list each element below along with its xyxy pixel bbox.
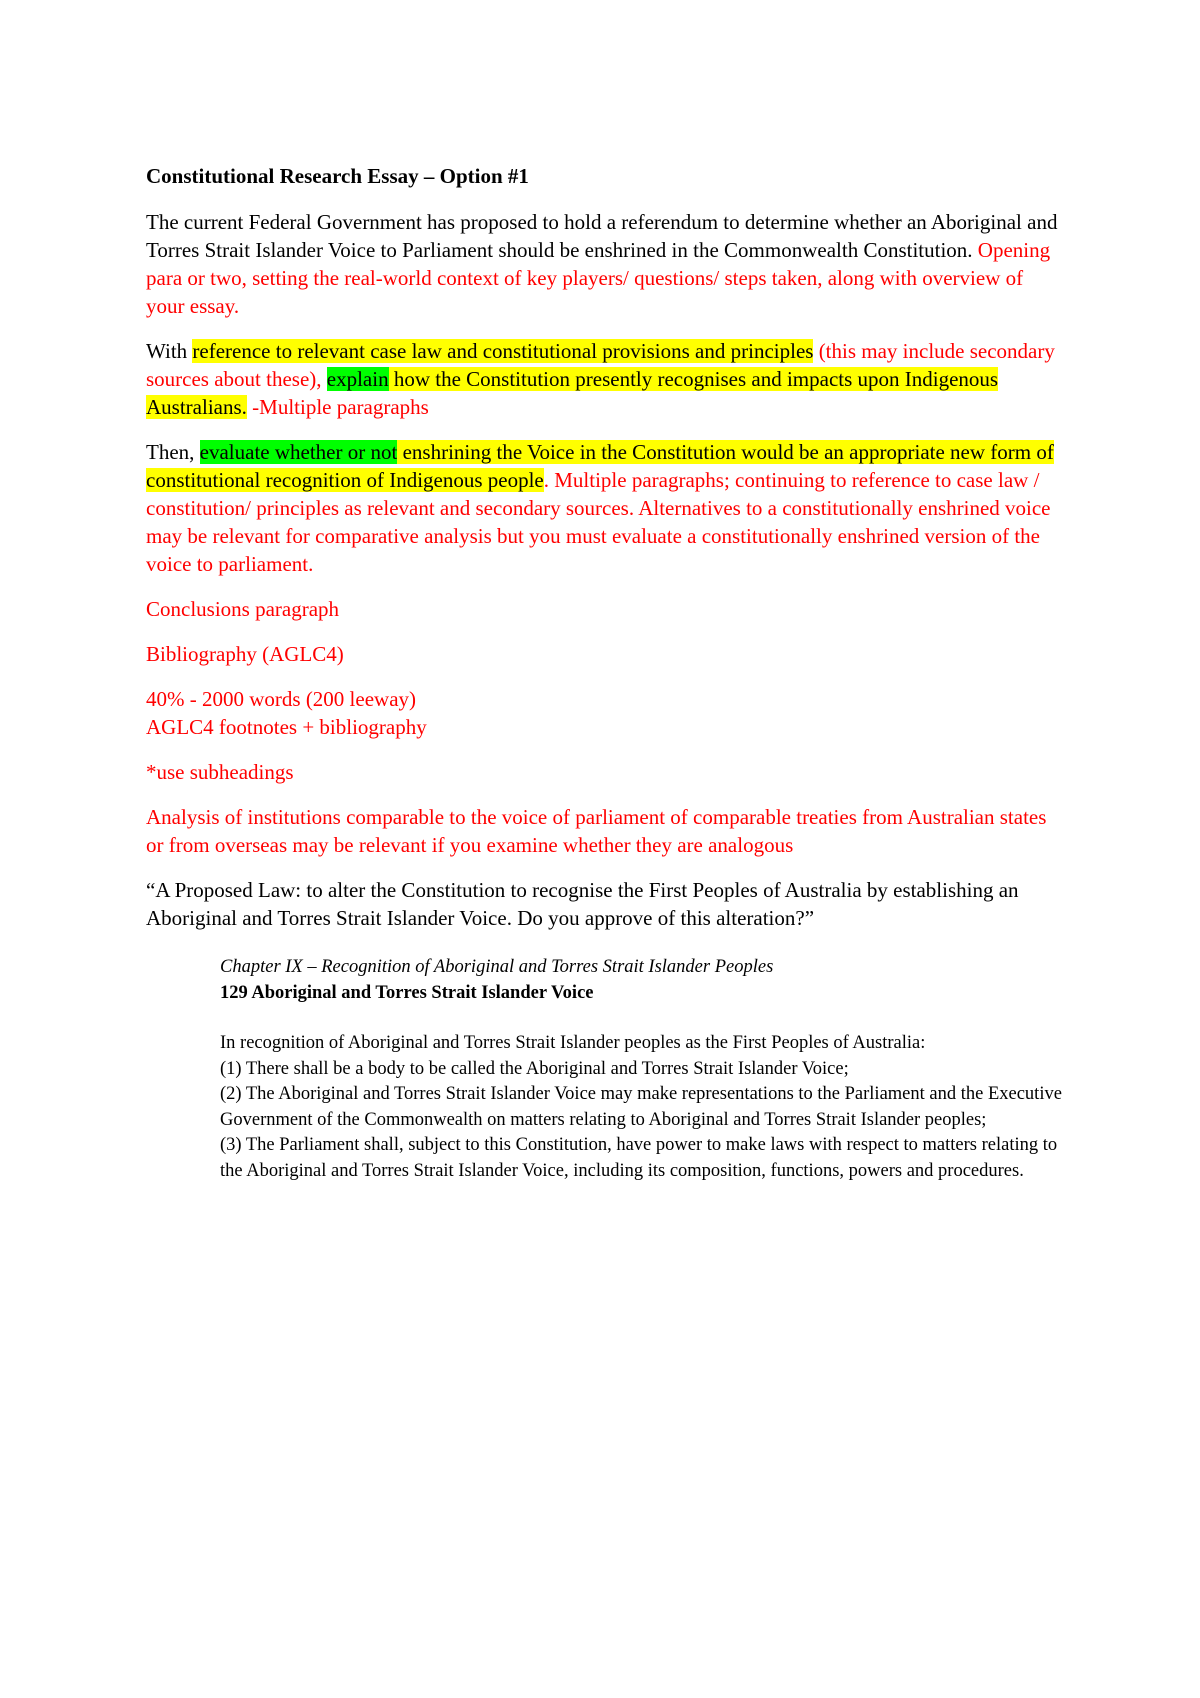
explain-instruction-1: (this may include secondary sources about these), [146, 339, 1055, 391]
analysis-note: Analysis of institutions comparable to the voice of parliament of comparable treaties from Australian states or from overseas may be relevant if you examine whether they are analogous [146, 805, 1047, 857]
evaluate-instruction: . Multiple paragraphs; continuing to reference to case law / constitution/ principles as relevant and secondary sources. Alternatives to a constitutionally enshrined voice may be relevant for comparative analysis but you must evaluate a constitutionally enshrined version of the voice to parliament. [146, 468, 1051, 576]
provision-item-1: (1) There shall be a body to be called the Aboriginal and Torres Strait Islander Voice; [220, 1058, 849, 1079]
document-title: Constitutional Research Essay – Option #1 [146, 164, 529, 188]
conclusions-note: Conclusions paragraph [146, 597, 340, 621]
intro-instruction: Opening para or two, setting the real-world context of key players/ questions/ steps taken, along with overview of your essay. [146, 238, 1051, 318]
explain-highlight-2: how the Constitution presently recognises and impacts upon Indigenous Australians. [146, 367, 999, 419]
explain-lead: With [146, 339, 193, 363]
evaluate-keyword: evaluate whether or not [199, 440, 398, 464]
wordcount-line-1: 40% - 2000 words (200 leeway) [146, 687, 417, 711]
referendum-question: “A Proposed Law: to alter the Constitution to recognise the First Peoples of Australia by establishing an Aboriginal and Torres Strait Islander Voice. Do you approve of this alteration?” [146, 878, 1019, 930]
evaluate-paragraph [146, 438, 1066, 578]
provision-item-3: (3) The Parliament shall, subject to this Constitution, have power to make laws with respect to matters relating to the Aboriginal and Torres Strait Islander Voice, including its composition, functions, powers and procedures. [220, 1135, 1058, 1181]
evaluate-highlight: enshrining the Voice in the Constitution would be an appropriate new form of constitutional recognition of Indigenous people [146, 440, 1054, 492]
provision-chapter: Chapter IX – Recognition of Aboriginal and Torres Strait Islander Peoples [220, 957, 774, 977]
proposed-provision [220, 955, 1070, 1184]
provision-section: 129 Aboriginal and Torres Strait Islander Voice [220, 982, 594, 1003]
provision-intro: In recognition of Aboriginal and Torres Strait Islander peoples as the First Peoples of Australia: [220, 1033, 926, 1053]
subheadings-note: *use subheadings [146, 760, 294, 784]
wordcount-line-2: AGLC4 footnotes + bibliography [146, 715, 427, 739]
evaluate-lead: Then, [146, 440, 200, 464]
bibliography-note: Bibliography (AGLC4) [146, 642, 344, 666]
provision-item-2: (2) The Aboriginal and Torres Strait Islander Voice may make representations to the Parliament and the Executive Government of the Commonwealth on matters relating to Aboriginal and Torres Strait Islander peoples; [220, 1084, 1062, 1130]
intro-paragraph [146, 208, 1066, 320]
explain-highlight-1: reference to relevant case law and constitutional provisions and principles [192, 339, 814, 363]
intro-text: The current Federal Government has proposed to hold a referendum to determine whether an Aboriginal and Torres Strait Islander Voice to Parliament should be enshrined in the Commonwealth Constitution. [146, 210, 1058, 262]
wordcount-note [146, 685, 1066, 741]
document-body [146, 162, 1066, 1184]
explain-instruction-2: -Multiple paragraphs [246, 395, 429, 419]
explain-paragraph [146, 337, 1066, 421]
provision-spacer [220, 1006, 1070, 1031]
explain-keyword: explain [326, 367, 389, 391]
